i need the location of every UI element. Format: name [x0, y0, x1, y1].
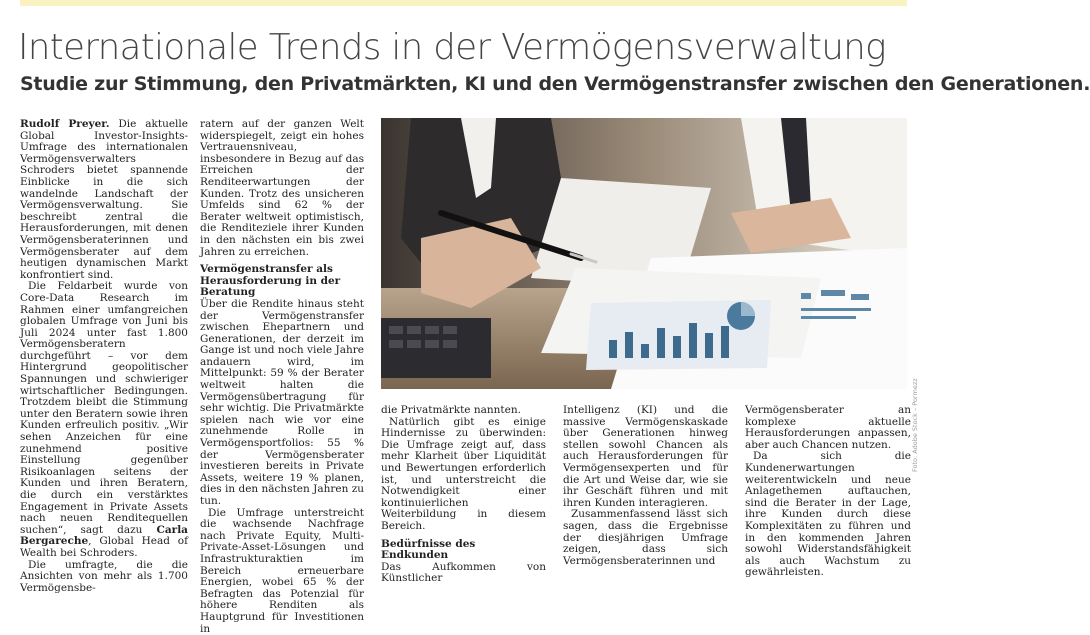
photo-credit: Foto: Adobe Stock – Pormezz — [911, 378, 919, 472]
paragraph: Da sich die Kundenerwartungen weiterentwickeln und neue Anlagethemen auftauchen, sind die Berater in der Lage, ihre Kunden durch diese Komplexitäten zu führen und in den kommenden Jahren sowohl Widerstandsfähigkeit als auch Wachstum zu gewährleisten. — [745, 450, 911, 579]
paragraph: die Privatmärkte nannten. — [381, 404, 521, 416]
author-name: Rudolf Preyer. — [20, 118, 110, 130]
text-column-5 — [745, 405, 911, 579]
paragraph: Über die Rendite hinaus steht der Vermögenstransfer zwischen Ehepartnern und Generationen, der derzeit im Gange ist und noch viele Jahre andauern wird, im Mittelpunkt: 59 % der Berater weltweit halten die Vermögensübertragung für sehr wichtig. Die Privatmärkte spielen nach wie vor eine zunehmende Rolle in Vermögensportfolios: 55 % der Vermögensberater investieren bereits in Private Assets, weitere 19 % planen, dies in den nächsten Jahren zu tun. — [200, 297, 364, 507]
top-accent-bar — [20, 0, 907, 6]
paragraph: Rudolf Preyer. Die aktuelle Global Investor-Insights-Umfrage des internationalen Vermögensverwalters Schroders bietet spannende Einblicke in die sich wandelnde Landschaft der Vermögensverwaltung. Sie beschreibt zentral die Herausforderungen, mit denen Vermögensberaterinnen und Vermögensberater auf dem heutigen dynamischen Markt konfrontiert sind. — [20, 118, 188, 281]
article-headline: Internationale Trends in der Vermögensverwaltung — [18, 27, 886, 68]
paragraph: ratern auf der ganzen Welt widerspiegelt, zeigt ein hohes Vertrauensniveau, insbesondere in Bezug auf das Erreichen der Renditeerwartungen der Kunden. Trotz des unsicheren Umfelds sind 62 % der Berater weltweit optimistisch, die Renditeziele ihrer Kunden in den nächsten ein bis zwei Jahren zu erreichen. — [200, 118, 364, 258]
article-photo — [381, 118, 907, 389]
paragraph: Vermögensberater an komplexe aktuelle Herausforderungen anpassen, aber auch Chancen nutzen. — [745, 404, 911, 451]
text-column-1 — [20, 119, 188, 594]
section-heading: Bedürfnisse des Endkunden — [381, 537, 476, 562]
quoted-person: Carla Bergareche — [20, 523, 188, 548]
paragraph: Das Aufkommen von Künstlicher — [381, 560, 546, 585]
text-column-2 — [200, 119, 364, 635]
paragraph: Zusammenfassend lässt sich sagen, dass die Ergebnisse der diesjährigen Umfrage zeigen, dass sich Vermögensberaterinnen und — [563, 508, 728, 567]
article-subheadline: Studie zur Stimmung, den Privatmärkten, KI und den Vermögenstransfer zwischen den Generationen. — [20, 73, 1090, 95]
paragraph: Intelligenz (KI) und die massive Vermögenskaskade über Generationen hinweg stellen sowohl Chancen als auch Herausforderungen für Vermögensexperten und für die Art und Weise dar, wie sie ihr Geschäft führen und mit ihren Kunden interagieren. — [563, 404, 728, 509]
text-column-4 — [563, 405, 728, 567]
paragraph: Die Umfrage unterstreicht die wachsende Nachfrage nach Private Equity, Multi-Private-Asset-Lösungen und Infrastrukturaktien im Bereich erneuerbare Energien, wobei 65 % der Befragten das Potenzial für höhere Renditen als Hauptgrund für Investitionen in — [200, 506, 364, 635]
text-column-3 — [381, 405, 546, 585]
paragraph: Die Feldarbeit wurde von Core-Data Research im Rahmen einer umfangreichen globalen Umfrage von Juni bis Juli 2024 unter fast 1.800 Vermögensberatern durchgeführt – vor dem Hintergrund geopolitischer Spannungen und schwieriger wirtschaftlicher Bedingungen. Trotzdem bleibt die Stimmung unter den Beratern sowie ihren Kunden erfreulich positiv. „Wir sehen Anzeichen für eine zunehmend positive Einstellung gegenüber Risikoanlagen seitens der Kunden und ihren Beratern, die durch ein verstärktes Engagement in Private Assets nach neuen Renditequellen suchen“, sagt dazu Carla Bergareche, Global Head of Wealth bei Schroders. — [20, 280, 188, 559]
paragraph: Die umfragte, die die Ansichten von mehr als 1.700 Vermögensbe- — [20, 558, 188, 594]
paragraph: Natürlich gibt es einige Hindernisse zu überwinden: Die Umfrage zeigt auf, dass mehr Klarheit über Liquidität und Bewertungen erforderlich ist, und unterstreicht die Notwendigkeit einer kontinuierlichen Weiterbildung in diesem Bereich. — [381, 415, 546, 532]
section-heading: Vermögenstransfer als Herausforderung in der Beratung — [200, 263, 341, 299]
